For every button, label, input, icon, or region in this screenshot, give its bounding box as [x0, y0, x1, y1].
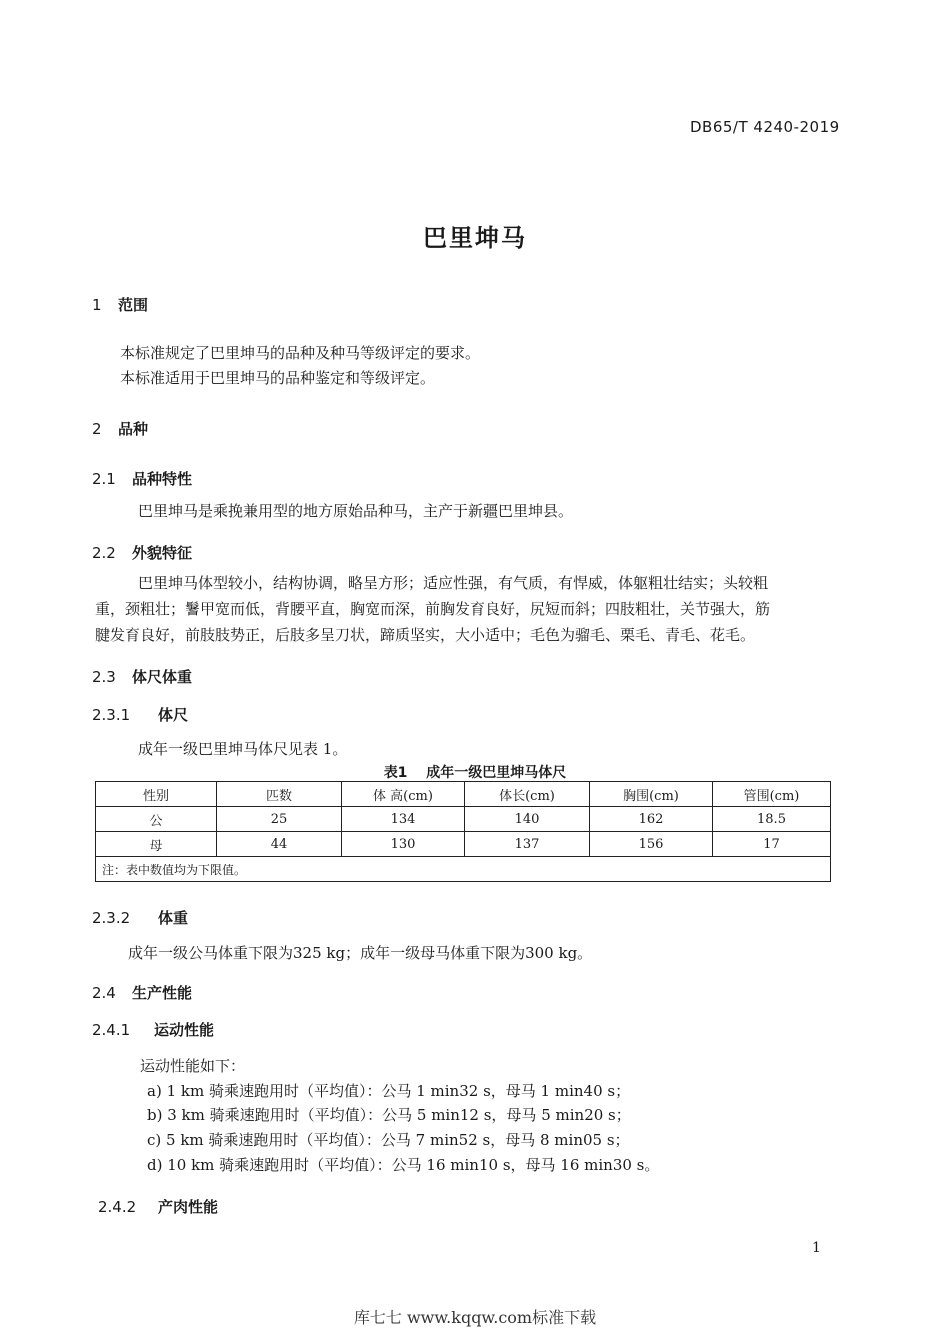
footer-watermark: 库七七 www.kqqw.com标准下载: [353, 1308, 597, 1327]
table-cell: 公: [96, 807, 217, 832]
list-item: d) 10 km 骑乘速跑用时（平均值）：公马 16 min10 s，母马 16 min30 s。: [147, 1156, 660, 1174]
section-title: 体尺: [158, 706, 189, 724]
section-2-1-heading: [92, 468, 192, 489]
table-row: [96, 807, 831, 832]
table-cell: 137: [465, 832, 590, 857]
table-cell: 134: [342, 807, 465, 832]
table-row: [96, 832, 831, 857]
section-number: 2.2: [92, 544, 116, 562]
column-header: 性别: [96, 782, 217, 807]
section-number: 2.4: [92, 984, 116, 1002]
table-caption: 表1 成年一级巴里坤马体尺: [383, 765, 567, 781]
table-cell: 25: [217, 807, 342, 832]
section-number: 1: [92, 296, 102, 314]
body-measurements-table: [95, 781, 831, 882]
table-cell: 母: [96, 832, 217, 857]
section-2-heading: [92, 418, 148, 439]
section-2-4-1-heading: [92, 1019, 214, 1040]
table-cell: 130: [342, 832, 465, 857]
paragraph-line: 重，颈粗壮；鬐甲宽而低，背腰平直，胸宽而深，前胸发育良好，尻短而斜；四肢粗壮，关节强大，筋: [95, 600, 771, 618]
section-number: 2.3.1: [92, 706, 131, 724]
paragraph: 本标准适用于巴里坤马的品种鉴定和等级评定。: [120, 369, 436, 387]
section-1-heading: [92, 294, 148, 315]
paragraph: 运动性能如下：: [140, 1057, 246, 1075]
column-header: 胸围(cm): [590, 782, 713, 807]
paragraph: 本标准规定了巴里坤马的品种及种马等级评定的要求。: [120, 344, 481, 362]
section-title: 体尺体重: [132, 668, 193, 686]
section-title: 产肉性能: [158, 1198, 219, 1216]
table-note-row: [96, 857, 831, 882]
table-cell: 140: [465, 807, 590, 832]
section-2-4-2-heading: [98, 1196, 218, 1217]
paragraph-line: 腱发育良好，前肢肢势正，后肢多呈刀状，蹄质坚实，大小适中；毛色为骝毛、栗毛、青毛、花毛。: [95, 626, 756, 644]
paragraph: 成年一级巴里坤马体尺见表 1。: [138, 740, 348, 758]
table-cell: 17: [713, 832, 831, 857]
paragraph-line: 巴里坤马体型较小，结构协调，略呈方形；适应性强，有气质，有悍威，体躯粗壮结实；头较粗: [138, 574, 769, 592]
section-2-3-2-heading: [92, 907, 188, 928]
table-cell: 44: [217, 832, 342, 857]
list-item: b) 3 km 骑乘速跑用时（平均值）：公马 5 min12 s，母马 5 min20 s；: [147, 1106, 631, 1124]
section-number: 2.4.1: [92, 1021, 131, 1039]
section-2-2-heading: [92, 542, 192, 563]
section-number: 2.1: [92, 470, 116, 488]
table-note: 注：表中数值均为下限值。: [96, 857, 831, 882]
column-header: 管围(cm): [713, 782, 831, 807]
section-title: 范围: [118, 296, 149, 314]
table-cell: 162: [590, 807, 713, 832]
section-number: 2.3: [92, 668, 116, 686]
section-title: 品种: [118, 420, 149, 438]
section-number: 2.4.2: [98, 1198, 137, 1216]
table-cell: 156: [590, 832, 713, 857]
section-title: 运动性能: [154, 1021, 215, 1039]
page-title: 巴里坤马: [423, 224, 527, 252]
section-title: 品种特性: [132, 470, 193, 488]
table-header-row: [96, 782, 831, 807]
section-title: 体重: [158, 909, 189, 927]
section-number: 2: [92, 420, 102, 438]
column-header: 匹数: [217, 782, 342, 807]
paragraph: 巴里坤马是乘挽兼用型的地方原始品种马，主产于新疆巴里坤县。: [138, 502, 574, 520]
section-title: 生产性能: [132, 984, 193, 1002]
document-number: DB65/T 4240-2019: [690, 118, 840, 136]
column-header: 体 高(cm): [342, 782, 465, 807]
page-number: 1: [812, 1240, 821, 1256]
paragraph: 成年一级公马体重下限为325 kg；成年一级母马体重下限为300 kg。: [128, 944, 593, 962]
section-title: 外貌特征: [132, 544, 193, 562]
section-2-3-heading: [92, 666, 192, 687]
section-2-3-1-heading: [92, 704, 188, 725]
column-header: 体长(cm): [465, 782, 590, 807]
section-number: 2.3.2: [92, 909, 131, 927]
list-item: a) 1 km 骑乘速跑用时（平均值）：公马 1 min32 s，母马 1 min40 s；: [147, 1082, 631, 1100]
section-2-4-heading: [92, 982, 192, 1003]
table-cell: 18.5: [713, 807, 831, 832]
list-item: c) 5 km 骑乘速跑用时（平均值）：公马 7 min52 s，母马 8 min05 s；: [147, 1131, 630, 1149]
